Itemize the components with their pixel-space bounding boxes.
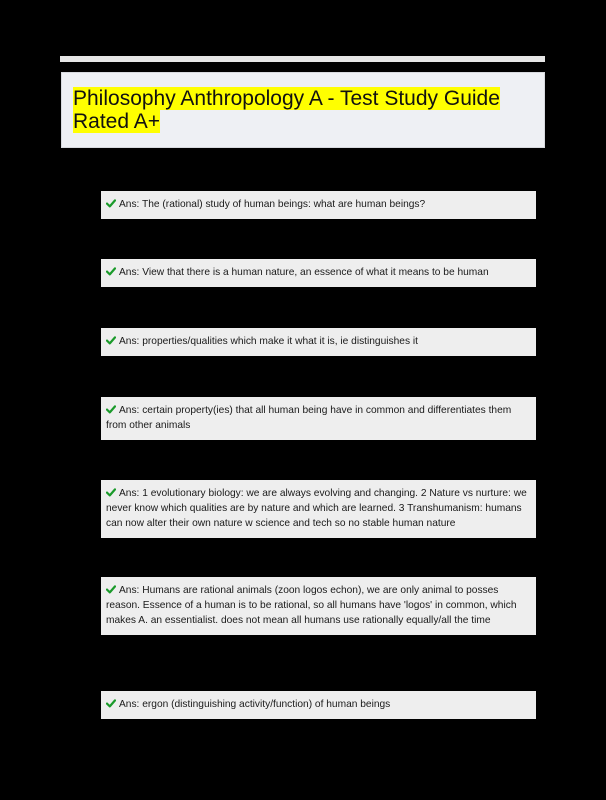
answer-2	[101, 259, 536, 287]
answer-1	[101, 191, 536, 219]
answer-5	[101, 480, 536, 538]
answer-text: Ans: 1 evolutionary biology: we are always evolving and changing. 2 Nature vs nurture: we never know which qualities are by nature and which are learned. 3 Transhumanism: humans can now alter their own nature w science and tech so no stable human nature	[106, 488, 527, 529]
check-icon	[106, 336, 116, 345]
answer-text: Ans: The (rational) study of human beings: what are human beings?	[119, 199, 426, 210]
answer-text: Ans: properties/qualities which make it what it is, ie distinguishes it	[119, 336, 418, 347]
check-icon	[106, 199, 116, 208]
check-icon	[106, 488, 116, 497]
title-line-1: Philosophy Anthropology A - Test Study Guide	[73, 87, 500, 110]
check-icon	[106, 585, 116, 594]
answer-4	[101, 397, 536, 440]
answer-3	[101, 328, 536, 356]
top-rule	[60, 56, 545, 62]
check-icon	[106, 699, 116, 708]
answer-7	[101, 691, 536, 719]
answer-text: Ans: Humans are rational animals (zoon logos echon), we are only animal to posses reason. Essence of a human is to be rational, so all humans have 'logos' in common, which makes A. an essentialist. does not mean all humans use rationally equally/all the time	[106, 585, 517, 626]
answer-text: Ans: View that there is a human nature, an essence of what it means to be human	[119, 267, 489, 278]
answer-6	[101, 577, 536, 635]
answer-text: Ans: ergon (distinguishing activity/function) of human beings	[119, 699, 391, 710]
answer-text: Ans: certain property(ies) that all human being have in common and differentiates them from other animals	[106, 405, 512, 431]
title-line-2: Rated A+	[73, 110, 160, 133]
check-icon	[106, 405, 116, 414]
title-box	[61, 72, 545, 148]
check-icon	[106, 267, 116, 276]
document-title	[73, 87, 523, 133]
